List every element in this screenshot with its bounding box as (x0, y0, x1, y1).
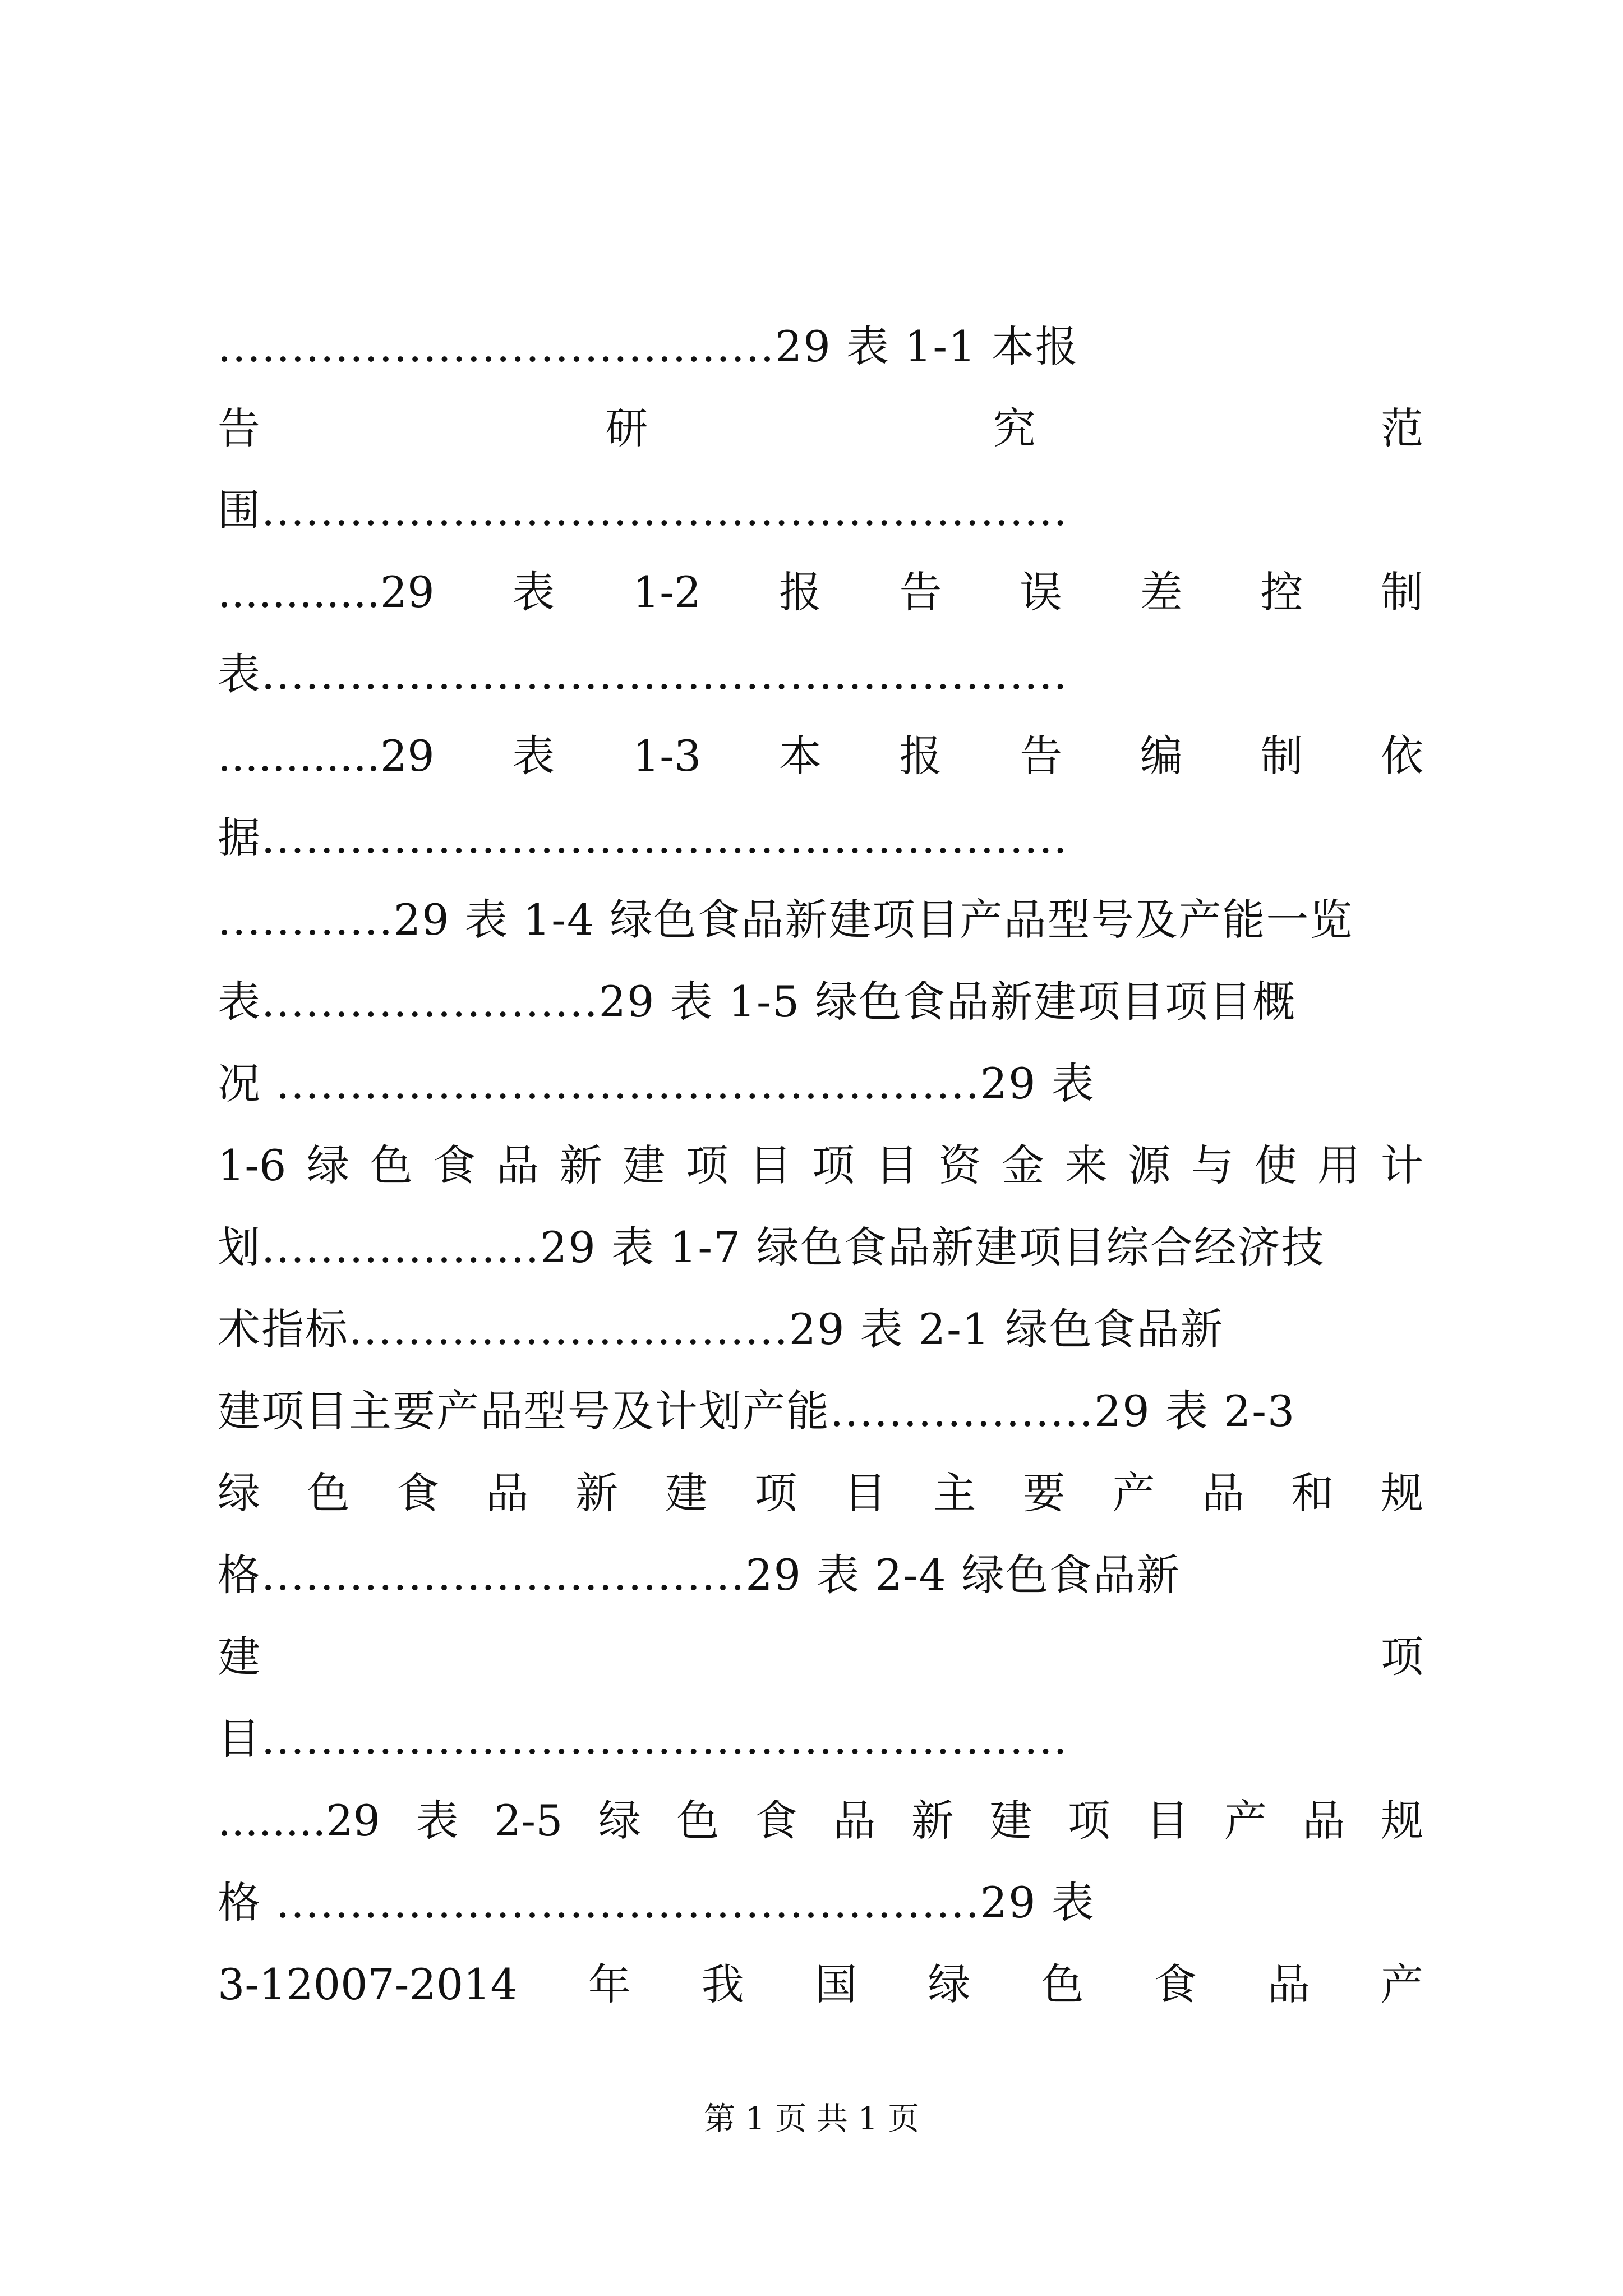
toc-line: ............29 表 1-4 绿色食品新建项目产品型号及产能一览 (218, 895, 1354, 945)
toc-line-segment: 使 (1254, 1140, 1297, 1190)
toc-line-segment: 食 (754, 1796, 797, 1846)
toc-line-segment: 国 (814, 1959, 857, 2009)
toc-line-segment: 范 (1380, 403, 1423, 453)
toc-line-spaced (218, 1616, 1423, 1698)
toc-line-spaced (218, 1125, 1423, 1207)
toc-line-segment: 建 (218, 1632, 260, 1682)
toc-line-segment: 项 (685, 1140, 728, 1190)
toc-line-segment: 告 (899, 567, 942, 617)
toc-line-segment: 目 (875, 1140, 918, 1190)
toc-line: 术指标..............................29 表 2-1 绿色食品新 (218, 1304, 1224, 1354)
toc-line-segment: 建 (665, 1468, 708, 1518)
toc-line-spaced (218, 1944, 1423, 2026)
toc-line: 况 ................................................29 表 (218, 1059, 1095, 1108)
toc-line-segment: 1-2 (632, 567, 702, 617)
toc-line-segment: 建 (989, 1796, 1032, 1846)
toc-line-spaced (218, 388, 1423, 470)
toc-line-segment: 绿 (218, 1468, 260, 1518)
toc-line-segment: 食 (1154, 1959, 1197, 2009)
toc-line-segment: 规 (1380, 1468, 1423, 1518)
toc-line-segment: 产 (1112, 1468, 1155, 1518)
toc-line-segment: 究 (993, 403, 1036, 453)
toc-line-segment: 告 (1020, 731, 1063, 781)
toc-line: 表....................................................... (218, 649, 1068, 699)
toc-line-segment: 食 (433, 1140, 476, 1190)
toc-line-segment: 色 (370, 1140, 413, 1190)
toc-line-segment: 目 (749, 1140, 792, 1190)
toc-line: 表.......................29 表 1-5 绿色食品新建项目项目概 (218, 977, 1297, 1027)
toc-line-segment: 和 (1291, 1468, 1334, 1518)
toc-line-segment: 新 (575, 1468, 619, 1518)
toc-line-segment: 品 (833, 1796, 876, 1846)
toc-line: ......................................29 表 1-1 本报 (218, 321, 1079, 371)
toc-line-segment: 项 (1067, 1796, 1110, 1846)
toc-list (218, 306, 1423, 2026)
toc-line-segment: 要 (1022, 1468, 1066, 1518)
toc-line-segment: 表 (416, 1796, 459, 1846)
toc-line-segment: 项 (1381, 1632, 1423, 1682)
toc-line-spaced (218, 1780, 1423, 1862)
toc-line-segment: 色 (676, 1796, 720, 1846)
toc-line-spaced (218, 715, 1423, 797)
toc-line-segment: 3-12007-2014 (218, 1959, 518, 2009)
toc-line-segment: 色 (307, 1468, 350, 1518)
toc-line-segment: 依 (1381, 731, 1423, 781)
toc-line: 划...................29 表 1-7 绿色食品新建项目综合经济技 (218, 1222, 1325, 1272)
toc-line-segment: 规 (1380, 1796, 1423, 1846)
toc-line-segment: 色 (1041, 1959, 1084, 2009)
toc-line-segment: 品 (496, 1140, 539, 1190)
toc-line-segment: 金 (1002, 1140, 1045, 1190)
toc-line-segment: 2-5 (494, 1796, 563, 1846)
toc-line-segment: 主 (933, 1468, 976, 1518)
toc-line-segment: 建 (623, 1140, 666, 1190)
toc-line-segment: 年 (588, 1959, 631, 2009)
toc-line-segment: 品 (1302, 1796, 1345, 1846)
toc-line-segment: 编 (1140, 731, 1183, 781)
toc-line-segment: 食 (396, 1468, 440, 1518)
toc-line-segment: 产 (1380, 1959, 1423, 2009)
toc-line-segment: ............29 (218, 567, 435, 617)
toc-line-segment: 制 (1260, 731, 1303, 781)
toc-line-spaced (218, 551, 1423, 633)
toc-line-segment: 报 (778, 567, 822, 617)
toc-line-segment: 产 (1224, 1796, 1267, 1846)
toc-line-segment: 新 (559, 1140, 602, 1190)
toc-line-segment: ........29 (218, 1796, 380, 1846)
toc-line-segment: 表 (512, 567, 555, 617)
toc-line-segment: 品 (1267, 1959, 1311, 2009)
toc-line-segment: 资 (938, 1140, 981, 1190)
toc-line-segment: 1-6 (218, 1140, 287, 1190)
toc-line-segment: 源 (1128, 1140, 1171, 1190)
toc-line-segment: 与 (1191, 1140, 1234, 1190)
toc-line-segment: 项 (812, 1140, 855, 1190)
toc-line-segment: 差 (1140, 567, 1183, 617)
toc-line-segment: 目 (1146, 1796, 1189, 1846)
toc-line-segment: 项 (754, 1468, 797, 1518)
toc-line-spaced (218, 1452, 1423, 1534)
toc-line-segment: 来 (1064, 1140, 1108, 1190)
toc-line-segment: 告 (218, 403, 260, 453)
toc-line-segment: 报 (899, 731, 942, 781)
toc-line: 格 ................................................29 表 (218, 1878, 1095, 1927)
page-footer: 第 1 页 共 1 页 (703, 2101, 920, 2137)
toc-line-segment: 用 (1317, 1140, 1361, 1190)
toc-line-segment: 品 (486, 1468, 529, 1518)
toc-line-segment: 1-3 (632, 731, 702, 781)
toc-line-segment: 绿 (928, 1959, 971, 2009)
toc-line: 格.................................29 表 2-4 绿色食品新 (218, 1550, 1181, 1600)
toc-line: 围....................................................... (218, 485, 1068, 535)
toc-line: 目....................................................... (218, 1714, 1068, 1764)
toc-line-segment: 绿 (598, 1796, 641, 1846)
toc-line-segment: 目 (843, 1468, 887, 1518)
toc-line-segment: 制 (1381, 567, 1423, 617)
toc-line: 据....................................................... (218, 813, 1068, 863)
toc-line-segment: 表 (512, 731, 555, 781)
toc-line-segment: 绿 (307, 1140, 350, 1190)
toc-line-segment: 控 (1260, 567, 1303, 617)
toc-line-segment: 研 (605, 403, 648, 453)
toc-line-segment: 品 (1201, 1468, 1244, 1518)
toc-line-segment: 我 (701, 1959, 744, 2009)
toc-line-segment: ............29 (218, 731, 435, 781)
toc-line-segment: 本 (778, 731, 822, 781)
toc-line: 建项目主要产品型号及计划产能..................29 表 2-3 (218, 1386, 1296, 1436)
toc-line-segment: 计 (1380, 1140, 1423, 1190)
toc-line-segment: 新 (911, 1796, 954, 1846)
toc-line-segment: 误 (1020, 567, 1063, 617)
